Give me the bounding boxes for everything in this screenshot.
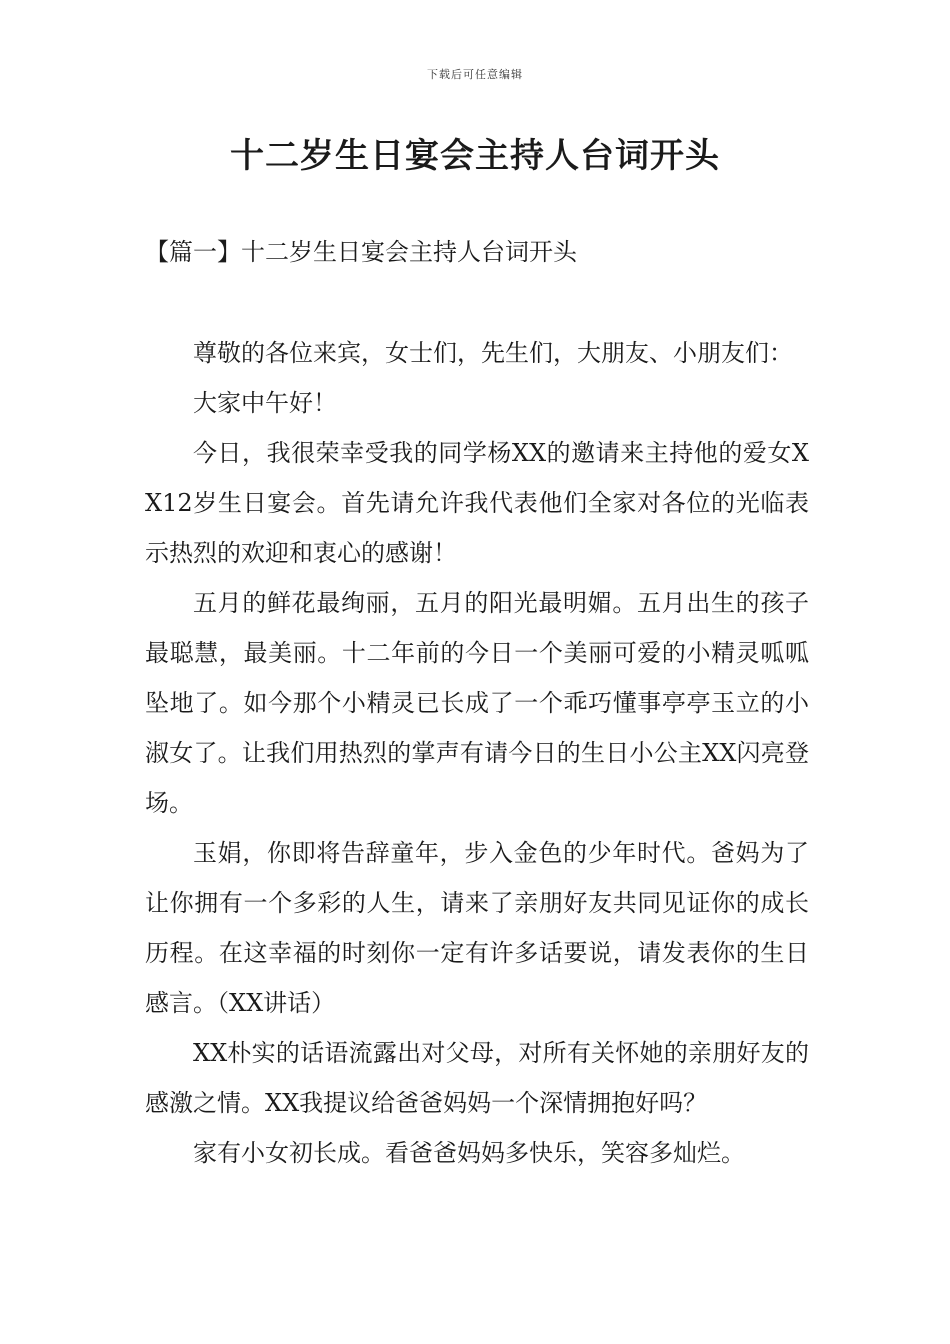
paragraph-family-joy: 家有小女初长成。看爸爸妈妈多快乐，笑容多灿烂。 — [193, 1139, 745, 1167]
paragraph-good-noon: 大家中午好！ — [193, 389, 337, 417]
section-heading: 【篇一】十二岁生日宴会主持人台词开头 — [145, 238, 577, 266]
paragraph-gratitude: XX朴实的话语流露出对父母，对所有关怀她的亲朋好友的感激之情。XX我提议给爸爸妈妈一个深情拥抱好吗？ — [145, 1039, 809, 1117]
paragraph-greeting: 尊敬的各位来宾，女士们，先生们，大朋友、小朋友们： — [193, 339, 793, 367]
page-header-note: 下载后可任意编辑 — [427, 68, 523, 81]
paragraph-farewell-childhood: 玉娟，你即将告辞童年，步入金色的少年时代。爸妈为了让你拥有一个多彩的人生，请来了亲朋好友共同见证你的成长历程。在这幸福的时刻你一定有许多话要说，请发表你的生日感言。（XX讲话） — [145, 839, 809, 1017]
paragraph-may-flowers: 五月的鲜花最绚丽，五月的阳光最明媚。五月出生的孩子最聪慧，最美丽。十二年前的今日一个美丽可爱的小精灵呱呱坠地了。如今那个小精灵已长成了一个乖巧懂事亭亭玉立的小淑女了。让我们用热烈的掌声有请今日的生日小公主XX闪亮登场。 — [145, 589, 809, 817]
document-title: 十二岁生日宴会主持人台词开头 — [230, 136, 720, 176]
document-body — [145, 328, 809, 1178]
paragraph-introduction: 今日，我很荣幸受我的同学杨XX的邀请来主持他的爱女XX12岁生日宴会。首先请允许我代表他们全家对各位的光临表示热烈的欢迎和衷心的感谢！ — [145, 439, 809, 567]
